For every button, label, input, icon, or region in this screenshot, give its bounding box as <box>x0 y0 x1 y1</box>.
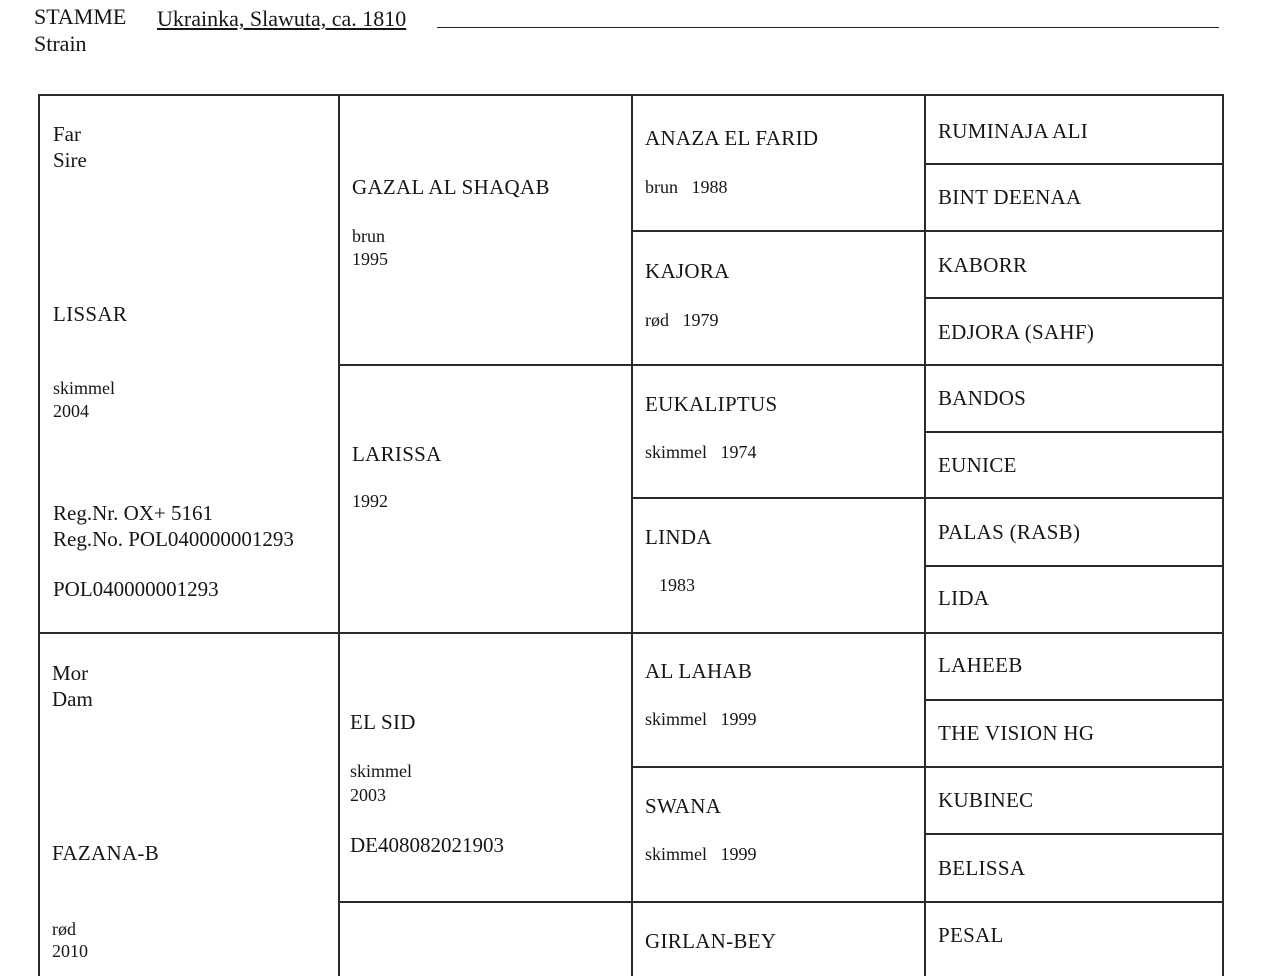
sire-label: Far <box>53 122 81 146</box>
gen3-cell <box>631 230 924 364</box>
gen3-name: AL LAHAB <box>645 659 753 683</box>
strain-label-english: Strain <box>34 31 87 56</box>
dam-name: FAZANA-B <box>52 841 160 865</box>
sire-sire-color: brun <box>352 226 385 246</box>
dam-sire-color: skimmel <box>350 761 412 781</box>
gen4-name: EDJORA (SAHF) <box>938 320 1095 344</box>
dam-sire-name: EL SID <box>350 710 416 734</box>
gen3-cell <box>631 901 924 976</box>
gen3-cell <box>631 364 924 497</box>
gen4-name: KUBINEC <box>938 788 1034 812</box>
sire-color: skimmel <box>53 378 115 398</box>
dam-label-english: Dam <box>52 687 93 711</box>
sire-cell <box>40 96 338 632</box>
dam-label: Mor <box>52 661 89 685</box>
gen4-name: LIDA <box>938 586 990 610</box>
sire-sire-cell <box>338 96 631 364</box>
row-divider-gen4 <box>924 565 1224 567</box>
dam-cell <box>40 632 338 976</box>
dam-sire-year: 2003 <box>350 785 386 805</box>
dam-sire-cell <box>338 632 631 901</box>
row-divider-gen4 <box>924 833 1224 835</box>
row-divider-gen4 <box>924 163 1224 165</box>
gen3-cell <box>631 632 924 766</box>
gen4-name: PESAL <box>938 923 1004 947</box>
gen3-name: SWANA <box>645 794 722 818</box>
row-divider-gen4 <box>924 699 1224 701</box>
sire-dam-cell <box>338 364 631 632</box>
gen3-cell <box>631 96 924 230</box>
sire-dam-year: 1992 <box>352 491 388 511</box>
gen3-info: skimmel 1999 <box>645 709 757 729</box>
strain-value: Ukrainka, Slawuta, ca. 1810 <box>157 6 407 31</box>
strain-label: STAMME <box>34 4 127 29</box>
gen3-name: ANAZA EL FARID <box>645 126 819 150</box>
gen3-info: 1983 <box>659 575 695 595</box>
gen3-info: rød 1979 <box>645 310 719 330</box>
column-divider <box>1222 96 1224 976</box>
gen4-name: BINT DEENAA <box>938 185 1082 209</box>
sire-dam-name: LARISSA <box>352 442 442 466</box>
sire-sire-year: 1995 <box>352 249 388 269</box>
gen4-name: PALAS (RASB) <box>938 520 1081 544</box>
sire-reg-nr: Reg.Nr. OX+ 5161 <box>53 501 214 525</box>
gen3-info: skimmel 1999 <box>645 844 757 864</box>
sire-name: LISSAR <box>53 302 128 326</box>
dam-sire-reg: DE408082021903 <box>350 833 504 857</box>
column-divider <box>924 96 926 976</box>
dam-year: 2010 <box>52 941 88 961</box>
gen4-name: RUMINAJA ALI <box>938 119 1089 143</box>
gen3-info: brun 1988 <box>645 177 728 197</box>
gen3-cell <box>631 497 924 632</box>
dam-color: rød <box>52 919 76 939</box>
pedigree-table <box>38 94 1224 976</box>
sire-year: 2004 <box>53 401 89 421</box>
gen3-name: GIRLAN-BEY <box>645 929 777 953</box>
gen3-cell <box>631 766 924 901</box>
gen4-name: KABORR <box>938 253 1028 277</box>
gen3-name: EUKALIPTUS <box>645 392 778 416</box>
gen4-name: EUNICE <box>938 453 1017 477</box>
sire-reg-id: POL040000001293 <box>53 577 219 601</box>
gen3-info: skimmel 1974 <box>645 442 757 462</box>
gen4-name: BELISSA <box>938 856 1026 880</box>
gen3-name: LINDA <box>645 525 712 549</box>
gen4-name: BANDOS <box>938 386 1027 410</box>
gen4-name: THE VISION HG <box>938 721 1095 745</box>
sire-label-english: Sire <box>53 148 87 172</box>
row-divider-gen4 <box>924 431 1224 433</box>
row-divider-gen4 <box>924 297 1224 299</box>
sire-sire-name: GAZAL AL SHAQAB <box>352 175 550 199</box>
strain-underline <box>437 27 1219 28</box>
gen4-name: LAHEEB <box>938 653 1023 677</box>
sire-reg-no: Reg.No. POL040000001293 <box>53 527 294 551</box>
gen3-name: KAJORA <box>645 259 730 283</box>
